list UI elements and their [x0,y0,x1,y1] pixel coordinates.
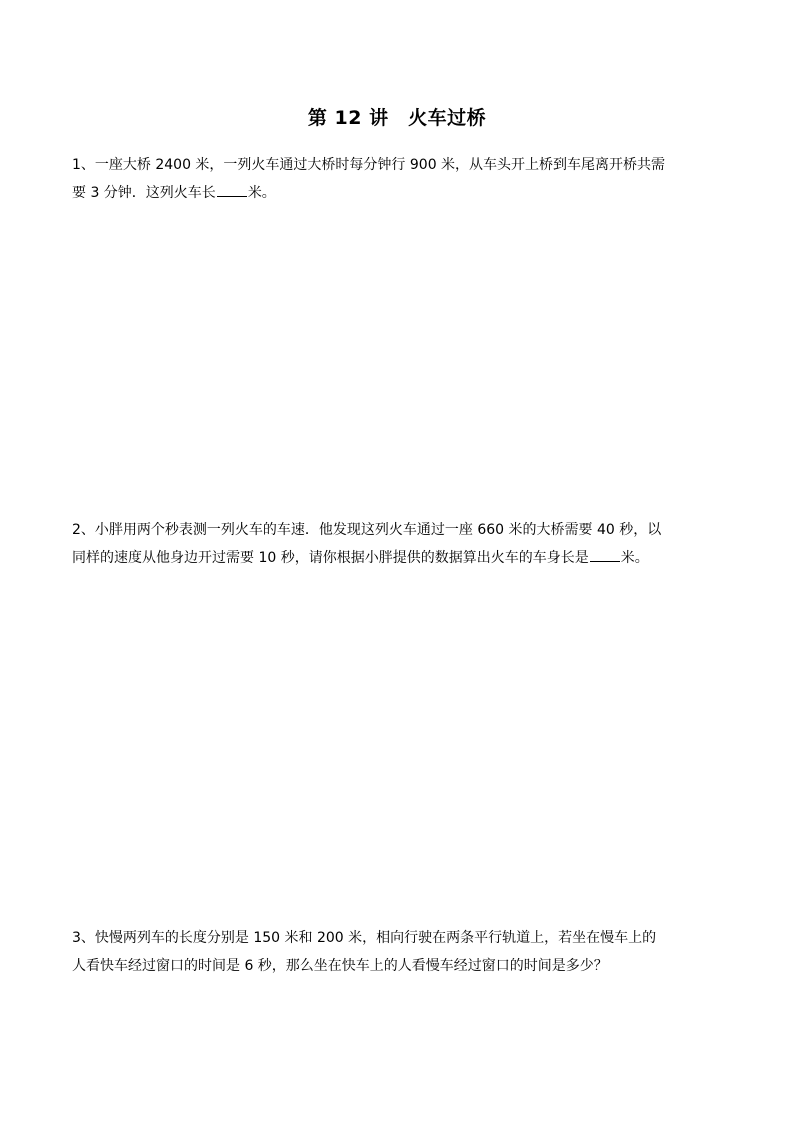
problem-1-text-before-blank: 要 3 分钟．这列火车长 [72,185,216,201]
problem-1 [72,151,732,207]
problem-1-line-2 [72,179,732,207]
problem-3 [72,924,732,980]
problem-2-text-after-blank: 米。 [620,550,649,566]
answer-blank [590,547,620,562]
page-title: 第 12 讲 火车过桥 [307,107,487,129]
answer-blank [217,182,247,197]
problem-3-line-2: 人看快车经过窗口的时间是 6 秒，那么坐在快车上的人看慢车经过窗口的时间是多少？ [72,958,608,974]
problem-2 [72,516,732,572]
problem-2-text-before-blank: 同样的速度从他身边开过需要 10 秒，请你根据小胖提供的数据算出火车的车身长是 [72,550,589,566]
problem-1-text-after-blank: 米。 [247,185,276,201]
problem-2-line-2 [72,544,732,572]
problem-1-line-1: 1、一座大桥 2400 米，一列火车通过大桥时每分钟行 900 米，从车头开上桥到车尾离开桥共需 [72,157,666,173]
problem-2-line-1: 2、小胖用两个秒表测一列火车的车速．他发现这列火车通过一座 660 米的大桥需要 40 秒，以 [72,522,662,538]
problem-3-line-1: 3、快慢两列车的长度分别是 150 米和 200 米，相向行驶在两条平行轨道上，若坐在慢车上的 [72,930,657,946]
